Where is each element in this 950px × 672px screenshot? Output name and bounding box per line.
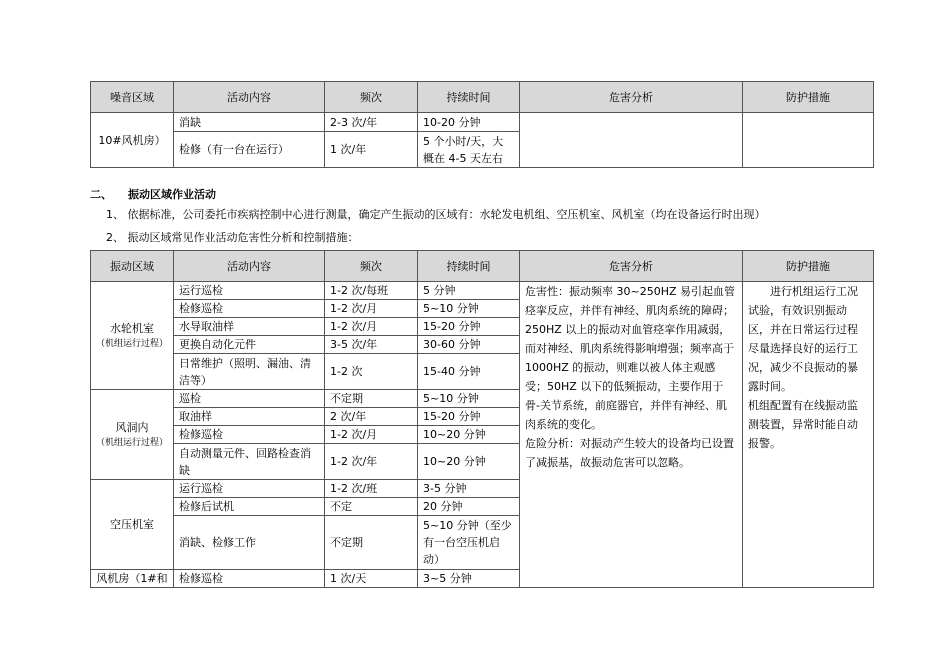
header-activity: 活动内容	[174, 82, 325, 113]
header-measures: 防护措施	[743, 251, 874, 282]
activity-cell: 消缺、检修工作	[174, 516, 325, 570]
duration-cell: 15-40 分钟	[418, 354, 520, 390]
activity-cell: 日常维护（照明、漏油、清洁等）	[174, 354, 325, 390]
noise-zone-table	[90, 81, 874, 168]
frequency-cell: 3-5 次/年	[325, 336, 418, 354]
duration-cell: 3-5 分钟	[418, 480, 520, 498]
zone-cell	[91, 570, 174, 588]
zone-name: 水轮机室	[110, 322, 154, 335]
paragraph-2: 2、 振动区域常见作业活动危害性分析和控制措施：	[106, 231, 359, 244]
measure-text-2: 机组配置有在线振动监测装置，异常时能自动报警。	[748, 399, 858, 450]
duration-cell: 5 个小时/天，大概在 4-5 天左右	[418, 132, 520, 168]
frequency-cell: 2 次/年	[325, 408, 418, 426]
zone-name: 风洞内	[115, 421, 149, 434]
hazard-text-2: 危险分析：对振动产生较大的设备均已设置了减振基，故振动危害可以忽略。	[525, 437, 734, 469]
vibration-zone-table	[90, 250, 874, 588]
duration-cell: 30-60 分钟	[418, 336, 520, 354]
duration-cell: 10~20 分钟	[418, 426, 520, 444]
zone-note: （机组运行过程）	[96, 438, 169, 448]
duration-cell: 10-20 分钟	[418, 113, 520, 132]
measure-text-1	[748, 282, 868, 396]
activity-cell: 自动测量元件、回路检查消缺	[174, 444, 325, 480]
duration-cell: 3~5 分钟	[418, 570, 520, 588]
frequency-cell: 1-2 次/月	[325, 426, 418, 444]
duration-cell: 5~10 分钟（至少有一台空压机启动）	[418, 516, 520, 570]
header-duration: 持续时间	[418, 251, 520, 282]
header-hazard: 危害分析	[520, 251, 743, 282]
frequency-cell: 1-2 次/每班	[325, 282, 418, 300]
header-activity: 活动内容	[174, 251, 325, 282]
hazard-text-1: 危害性：振动频率 30~250HZ 易引起血管痉挛反应，并伴有神经、肌肉系统的障碍；250HZ 以上的振动对血管痉挛作用减弱，而对神经、肌肉系统得影响增强；频率高于 1000HZ 的振动，则难以被人体主观感受；50HZ 以下的低频振动，主要作用于骨-关节系统，前庭器官，并伴有神经、肌肉系统的变化。	[525, 285, 736, 431]
protective-measures-cell	[743, 282, 874, 588]
activity-cell: 巡检	[174, 390, 325, 408]
frequency-cell: 1-2 次/年	[325, 444, 418, 480]
table-row	[91, 282, 874, 300]
frequency-cell: 1-2 次/班	[325, 480, 418, 498]
activity-cell: 检修巡检	[174, 570, 325, 588]
measures-cell	[743, 113, 874, 168]
frequency-cell: 1-2 次/月	[325, 318, 418, 336]
zone-cell	[91, 480, 174, 570]
activity-cell: 取油样	[174, 408, 325, 426]
activity-cell: 运行巡检	[174, 282, 325, 300]
header-duration: 持续时间	[418, 82, 520, 113]
frequency-cell: 不定	[325, 498, 418, 516]
measure-text-1-content: 进行机组运行工况试验，有效识别振动区，并在日常运行过程尽量选择良好的运行工况，减少不良振动的暴露时间。	[748, 285, 858, 393]
zone-cell	[91, 282, 174, 390]
header-frequency: 频次	[325, 251, 418, 282]
header-noise-zone: 噪音区域	[91, 82, 174, 113]
duration-cell: 5~10 分钟	[418, 390, 520, 408]
activity-cell: 水导取油样	[174, 318, 325, 336]
section-title	[90, 186, 216, 202]
header-hazard: 危害分析	[520, 82, 743, 113]
frequency-cell: 不定期	[325, 390, 418, 408]
table-header-row	[91, 82, 874, 113]
zone-name: 空压机室	[110, 518, 154, 531]
activity-cell: 检修后试机	[174, 498, 325, 516]
activity-cell: 检修巡检	[174, 426, 325, 444]
duration-cell: 15-20 分钟	[418, 318, 520, 336]
header-vibration-zone: 振动区域	[91, 251, 174, 282]
duration-cell: 10~20 分钟	[418, 444, 520, 480]
duration-cell: 5~10 分钟	[418, 300, 520, 318]
activity-cell: 消缺	[174, 113, 325, 132]
duration-cell: 20 分钟	[418, 498, 520, 516]
table-header-row	[91, 251, 874, 282]
frequency-cell: 2-3 次/年	[325, 113, 418, 132]
frequency-cell: 1-2 次/月	[325, 300, 418, 318]
activity-cell: 运行巡检	[174, 480, 325, 498]
header-frequency: 频次	[325, 82, 418, 113]
table-row	[91, 113, 874, 132]
zone-cell	[91, 390, 174, 480]
duration-cell: 5 分钟	[418, 282, 520, 300]
frequency-cell: 不定期	[325, 516, 418, 570]
frequency-cell: 1 次/年	[325, 132, 418, 168]
paragraph-1: 1、 依据标准，公司委托市疾病控制中心进行测量，确定产生振动的区域有：水轮发电机组、空压机室、风机室（均在设备运行时出现）	[106, 208, 766, 221]
zone-name: 风机房（1#和	[96, 572, 168, 585]
hazard-cell	[520, 113, 743, 168]
activity-cell: 检修（有一台在运行）	[174, 132, 325, 168]
activity-cell: 更换自动化元件	[174, 336, 325, 354]
hazard-analysis-cell	[520, 282, 743, 588]
header-measures: 防护措施	[743, 82, 874, 113]
frequency-cell: 1 次/天	[325, 570, 418, 588]
frequency-cell: 1-2 次	[325, 354, 418, 390]
section-heading: 振动区域作业活动	[128, 188, 216, 201]
zone-cell: 10#风机房）	[91, 113, 174, 168]
zone-note: （机组运行过程）	[96, 339, 169, 349]
duration-cell: 15-20 分钟	[418, 408, 520, 426]
section-number: 二、	[90, 188, 112, 201]
activity-cell: 检修巡检	[174, 300, 325, 318]
